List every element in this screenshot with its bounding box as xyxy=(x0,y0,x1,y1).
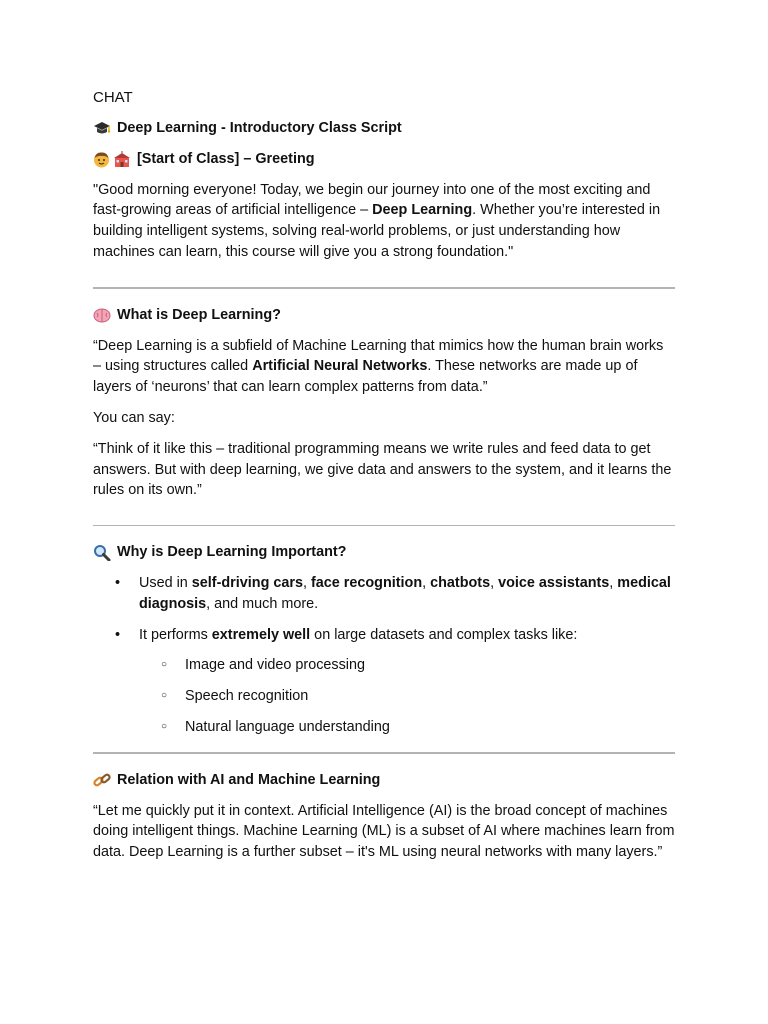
graduation-cap-icon xyxy=(93,120,111,136)
start-of-class-heading-text: [Start of Class] – Greeting xyxy=(137,150,315,167)
list-strong: medical diagnosis xyxy=(139,574,671,612)
section-divider xyxy=(93,525,675,526)
what-is-heading-text: What is Deep Learning? xyxy=(117,306,281,323)
used-in-text: Used in xyxy=(139,574,192,591)
document-content xyxy=(93,88,675,873)
definition-ann: Artificial Neural Networks xyxy=(252,358,428,375)
brain-icon xyxy=(93,308,111,323)
link-chain-icon xyxy=(93,772,111,789)
importance-list xyxy=(93,573,675,738)
list-item: ○ Image and video processing xyxy=(139,655,675,676)
chat-label: CHAT xyxy=(93,89,133,106)
list-item xyxy=(93,625,675,738)
performs-strong: extremely well xyxy=(211,626,311,643)
list-strong: chatbots xyxy=(430,574,491,591)
performs-text-c: on large datasets and complex tasks like: xyxy=(310,626,578,643)
greeting-text-a: "Good morning everyone! Today, we begin our journey into one of the most exciting and fast-growing areas of artificial intelligence – xyxy=(93,181,651,219)
definition-text-a: “Deep Learning is a subfield of Machine Learning that mimics how the human brain works – using structures called xyxy=(93,337,664,375)
list-strong: face recognition xyxy=(310,574,423,591)
definition-text-c: . These networks are made up of layers of ‘neurons’ that can learn complex patterns from data.” xyxy=(93,358,638,396)
document-title xyxy=(93,118,675,139)
why-important-heading xyxy=(93,542,675,563)
list-strong: voice assistants xyxy=(498,574,610,591)
performs-text-a: It performs xyxy=(139,626,212,643)
section-divider xyxy=(93,287,675,289)
start-of-class-heading xyxy=(93,149,675,170)
list-item: • Used in self-driving cars, face recognition, chatbots, voice assistants, medical diagnosis, and much more. xyxy=(93,573,675,615)
analogy-paragraph: “Think of it like this – traditional programming means we write rules and feed data to get answers. But with deep learning, we give data and answers to the system, and it learns the rules on its own.” xyxy=(93,440,672,499)
relation-paragraph: “Let me quickly put it in context. Artificial Intelligence (AI) is the broad concept of machines doing intelligent things. Machine Learning (ML) is a subset of AI where machines learn from data. Deep Learning is a further subset – it's ML using neural networks with many layers.” xyxy=(93,802,675,861)
magnifying-glass-icon xyxy=(93,544,111,561)
why-important-heading-text: Why is Deep Learning Important? xyxy=(117,544,347,561)
school-icon xyxy=(113,151,131,168)
greeting-text-c: . Whether you’re interested in building intelligent systems, solving real-world problems, or just understanding how machines can learn, this course will give you a strong foundation." xyxy=(93,202,661,260)
you-can-say: You can say: xyxy=(93,409,175,426)
list-strong: self-driving cars xyxy=(191,574,303,591)
relation-heading-text: Relation with AI and Machine Learning xyxy=(117,771,381,788)
document-title-text: Deep Learning - Introductory Class Script xyxy=(117,120,402,136)
what-is-heading xyxy=(93,305,675,326)
task-sublist xyxy=(139,655,675,737)
greeting-paragraph xyxy=(93,180,675,263)
used-in-tail: , and much more. xyxy=(206,595,319,612)
teacher-face-icon xyxy=(93,151,110,168)
list-item: ○ Natural language understanding xyxy=(139,717,675,738)
relation-heading xyxy=(93,770,675,791)
list-item: ○ Speech recognition xyxy=(139,686,675,707)
greeting-deep-learning: Deep Learning xyxy=(372,202,473,219)
section-divider xyxy=(93,752,675,754)
definition-paragraph xyxy=(93,336,675,398)
